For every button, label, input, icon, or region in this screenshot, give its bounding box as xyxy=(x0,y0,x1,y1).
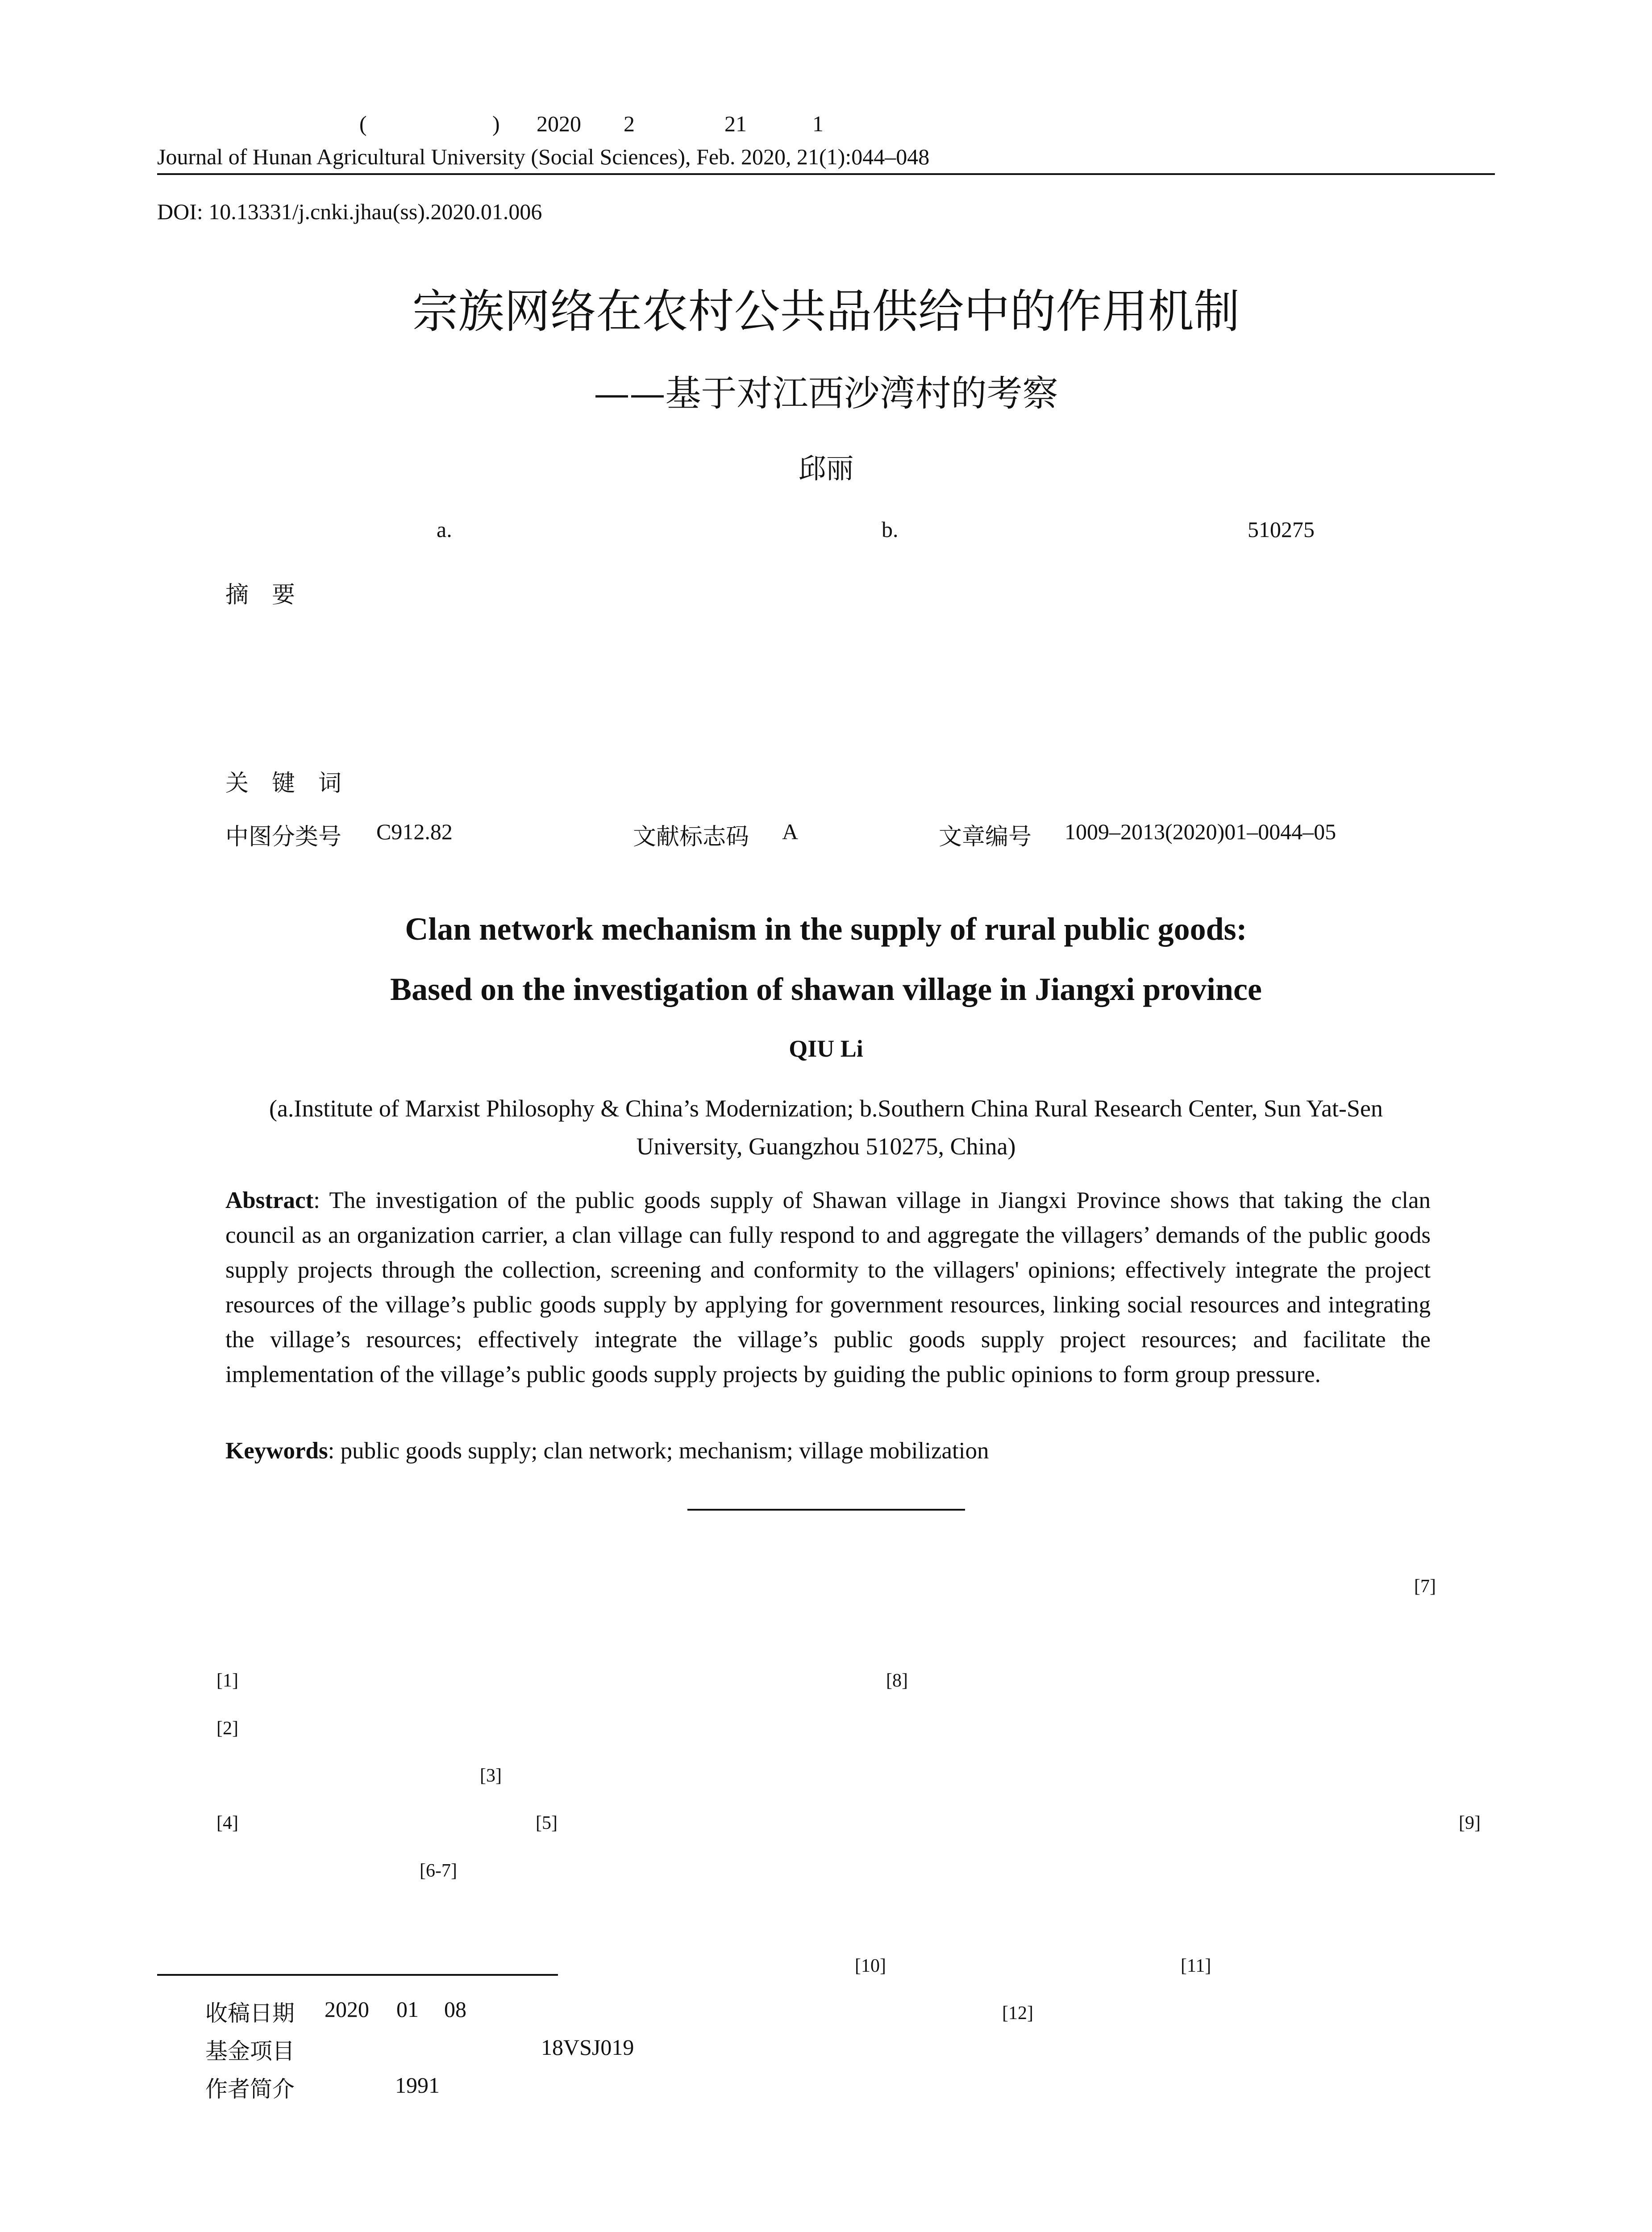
clc-value: C912.82 xyxy=(376,819,453,844)
received-year: 2020 xyxy=(325,1997,369,2022)
affiliation-en-line1: (a.Institute of Marxist Philosophy & China’s Modernization; b.Southern China Rural Research Center, Sun Yat-Sen xyxy=(269,1095,1383,1122)
doc-code-value: A xyxy=(782,819,799,844)
clc-label: 中图分类号 xyxy=(225,824,342,850)
doc-code-label: 文献标志码 xyxy=(633,824,749,850)
received-label: 收稿日期 xyxy=(205,2000,295,2026)
citation-marker: [7] xyxy=(1414,1576,1436,1597)
affiliation-postcode: 510275 xyxy=(1248,517,1315,542)
header-volume: 21 xyxy=(724,111,747,136)
header-month: 2 xyxy=(624,111,635,136)
abstract-en-label: Abstract xyxy=(225,1187,314,1213)
subtitle-cn: ——基于对江西沙湾村的考察 xyxy=(594,373,1058,414)
author-birth-year: 1991 xyxy=(395,2073,440,2098)
citation-marker: [8] xyxy=(886,1670,908,1691)
article-no-value: 1009–2013(2020)01–0044–05 xyxy=(1065,819,1336,844)
affiliation-a-label: a. xyxy=(437,517,452,542)
keywords-cn-label: 关 键 词 xyxy=(225,770,342,797)
author-bio-label: 作者简介 xyxy=(205,2076,295,2102)
header-issue: 1 xyxy=(812,111,824,136)
title-en-line1: Clan network mechanism in the supply of rural public goods: xyxy=(405,911,1247,947)
title-cn: 宗族网络在农村公共品供给中的作用机制 xyxy=(412,285,1240,338)
received-day: 08 xyxy=(444,1997,466,2022)
article-no-label: 文章编号 xyxy=(939,824,1032,850)
citation-marker: [12] xyxy=(1002,2003,1033,2024)
header-rule xyxy=(157,173,1495,175)
fund-code: 18VSJ019 xyxy=(541,2035,634,2060)
affiliation-en-line2: University, Guangzhou 510275, China) xyxy=(636,1133,1016,1160)
citation-marker: [5] xyxy=(536,1813,558,1833)
header-journal-en: Journal of Hunan Agricultural University (Social Sciences), Feb. 2020, 21(1):044–048 xyxy=(157,144,930,169)
citation-marker: [10] xyxy=(855,1956,886,1976)
header-paren-close: ) xyxy=(492,111,500,136)
header-year: 2020 xyxy=(537,111,581,136)
citation-marker: [3] xyxy=(480,1766,502,1786)
citation-marker: [9] xyxy=(1459,1813,1481,1833)
keywords-en-text: : public goods supply; clan network; mechanism; village mobilization xyxy=(328,1438,989,1464)
doi: DOI: 10.13331/j.cnki.jhau(ss).2020.01.006 xyxy=(157,199,542,224)
author-cn: 邱丽 xyxy=(798,452,854,485)
citation-marker: [2] xyxy=(216,1718,238,1739)
citation-marker: [11] xyxy=(1181,1956,1211,1976)
abstract-cn-label: 摘 要 xyxy=(225,582,295,608)
author-en: QIU Li xyxy=(789,1035,863,1062)
fund-label: 基金项目 xyxy=(205,2038,295,2064)
citation-marker: [6-7] xyxy=(420,1861,457,1881)
received-month: 01 xyxy=(396,1997,419,2022)
abstract-en-text: : The investigation of the public goods supply of Shawan village in Jiangxi Province shows that taking the clan council as an organization carrier, a clan village can fully respond to and aggregate the villagers’ demands of the public goods supply projects through the collection, screening and conformity to the villagers' opinions; effectively integrate the project resources of the village’s public goods supply by applying for government resources, linking social resources and integrating the village’s resources; effectively integrate the village’s public goods supply project resources; and facilitate the implementation of the village’s public goods supply projects by guiding the public opinions to form group pressure. xyxy=(225,1187,1431,1387)
keywords-en xyxy=(225,1437,989,1464)
keywords-en-label: Keywords xyxy=(225,1438,328,1464)
affiliation-b-label: b. xyxy=(882,517,899,542)
section-separator xyxy=(687,1509,965,1511)
header-paren-open: ( xyxy=(359,111,367,136)
citation-marker: [4] xyxy=(216,1813,238,1833)
footnote-rule xyxy=(157,1974,558,1976)
title-en-line2: Based on the investigation of shawan village in Jiangxi province xyxy=(390,971,1262,1007)
abstract-en xyxy=(225,1183,1431,1392)
citation-marker: [1] xyxy=(216,1670,238,1691)
